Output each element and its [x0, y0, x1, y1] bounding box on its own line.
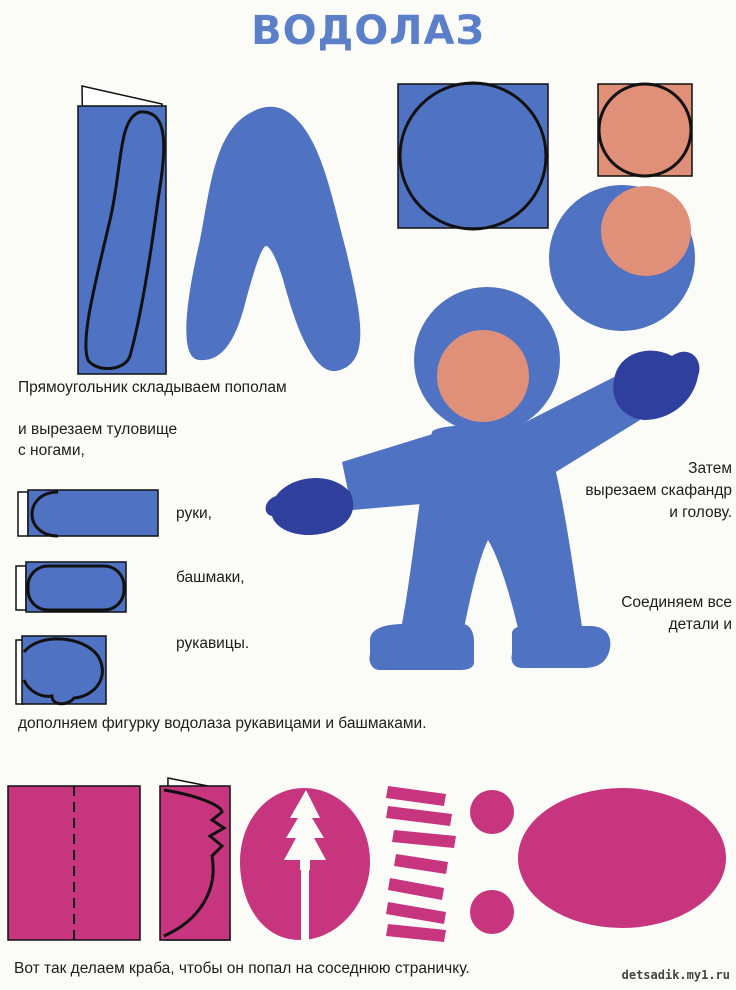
crab-body-oval: [518, 788, 726, 928]
instruction-cut-body: и вырезаем туловище: [18, 421, 178, 438]
arm-template: [18, 490, 158, 536]
cut-suit-and-head: [549, 185, 695, 331]
torso-with-legs-shape: [186, 107, 360, 371]
mitten-template: [16, 636, 106, 704]
instruction-arms: руки,: [176, 505, 212, 522]
instruction-join-all: Соединяем все: [621, 594, 732, 611]
crab-folded-half: [160, 778, 230, 940]
instruction-complement: дополняем фигурку водолаза рукавицами и башмаками.: [18, 715, 427, 732]
crab-eye-bottom: [470, 890, 514, 934]
folded-rectangle-torso: [78, 86, 166, 374]
crab-cut-shape: [240, 788, 370, 940]
instruction-fold-rectangle: Прямоугольник складываем пополам: [18, 379, 287, 396]
instruction-shoes: башмаки,: [176, 569, 245, 586]
small-square-head-template: [598, 84, 692, 176]
crab-leg-strips: [386, 786, 456, 942]
instruction-cut-suit: вырезаем скафандр: [585, 482, 732, 499]
instruction-mittens: рукавицы.: [176, 635, 250, 652]
site-watermark: detsadik.my1.ru: [621, 968, 730, 982]
instruction-then: Затем: [688, 460, 732, 477]
crab-rectangle-fold: [8, 786, 140, 940]
instruction-parts-and: детали и: [668, 616, 732, 633]
shoe-template: [16, 562, 126, 612]
crab-eye-top: [470, 790, 514, 834]
square-circle-template: [398, 83, 548, 229]
instruction-crab: Вот так делаем краба, чтобы он попал на соседнюю страничку.: [14, 960, 470, 977]
instruction-with-legs: с ногами,: [18, 442, 85, 459]
page-title: ВОДОЛАЗ: [251, 8, 485, 54]
instruction-and-head: и голову.: [669, 504, 732, 521]
